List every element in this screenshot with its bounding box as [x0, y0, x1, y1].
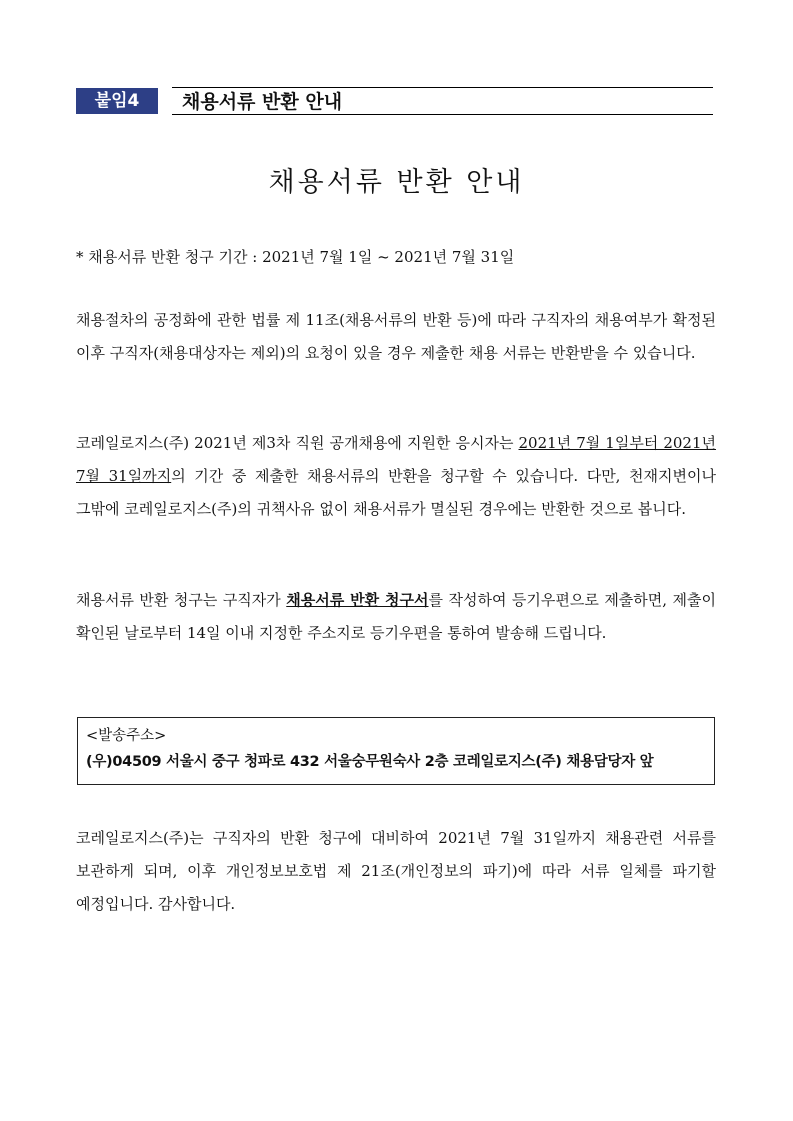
- attachment-badge: 붙임4: [76, 88, 158, 114]
- mailing-address: (우)04509 서울시 중구 청파로 432 서울숭무원숙사 2층 코레일로지스(주) 채용담당자 앞: [86, 754, 654, 770]
- return-request-form-name: 채용서류 반환 청구서: [286, 591, 429, 609]
- paragraph-legal-basis: 채용절차의 공정화에 관한 법률 제 11조(채용서류의 반환 등)에 따라 구직자의 채용여부가 확정된 이후 구직자(채용대상자는 제외)의 요청이 있을 경우 제출한 채용 서류는 반환받을 수 있습니다.: [76, 311, 716, 362]
- paragraph-retention: 코레일로지스(주)는 구직자의 반환 청구에 대비하여 2021년 7월 31일까지 채용관련 서류를 보관하게 되며, 이후 개인정보보호법 제 21조(개인정보의 파기)에 따라 서류 일체를 파기할 예정입니다. 감사합니다.: [76, 829, 716, 913]
- header-title: 채용서류 반환 안내: [172, 87, 713, 115]
- paragraph-return-period-start: 코레일로지스(주) 2021년 제3차 직원 공개채용에 지원한 응시자는: [76, 434, 519, 452]
- paragraph-return-procedure-start: 채용서류 반환 청구는 구직자가: [76, 591, 287, 609]
- address-box: [77, 717, 715, 785]
- paragraph-return-procedure-end: 를 작성하여 등기우편으로 제출하면, 제출이 확인된 날로부터 14일 이내 지정한 주소지로 등기우편을 통하여 발송해 드립니다.: [76, 591, 716, 642]
- document-title: 채용서류 반환 안내: [268, 167, 525, 198]
- attachment-header: [76, 86, 713, 116]
- return-period-dates: 2021년 7월 1일부터 2021년 7월 31일까지: [76, 434, 717, 485]
- paragraph-return-procedure: [76, 584, 716, 650]
- paragraph-return-period-end: 의 기간 중 제출한 채용서류의 반환을 청구할 수 있습니다. 다만, 천재지변이나 그밖에 코레일로지스(주)의 귀책사유 없이 채용서류가 멸실된 경우에는 반환한 것으로 봅니다.: [76, 467, 716, 518]
- period-note: * 채용서류 반환 청구 기간 : 2021년 7월 1일 ~ 2021년 7월 31일: [76, 248, 515, 266]
- address-label: <발송주소>: [86, 728, 167, 744]
- paragraph-return-period: [76, 427, 716, 526]
